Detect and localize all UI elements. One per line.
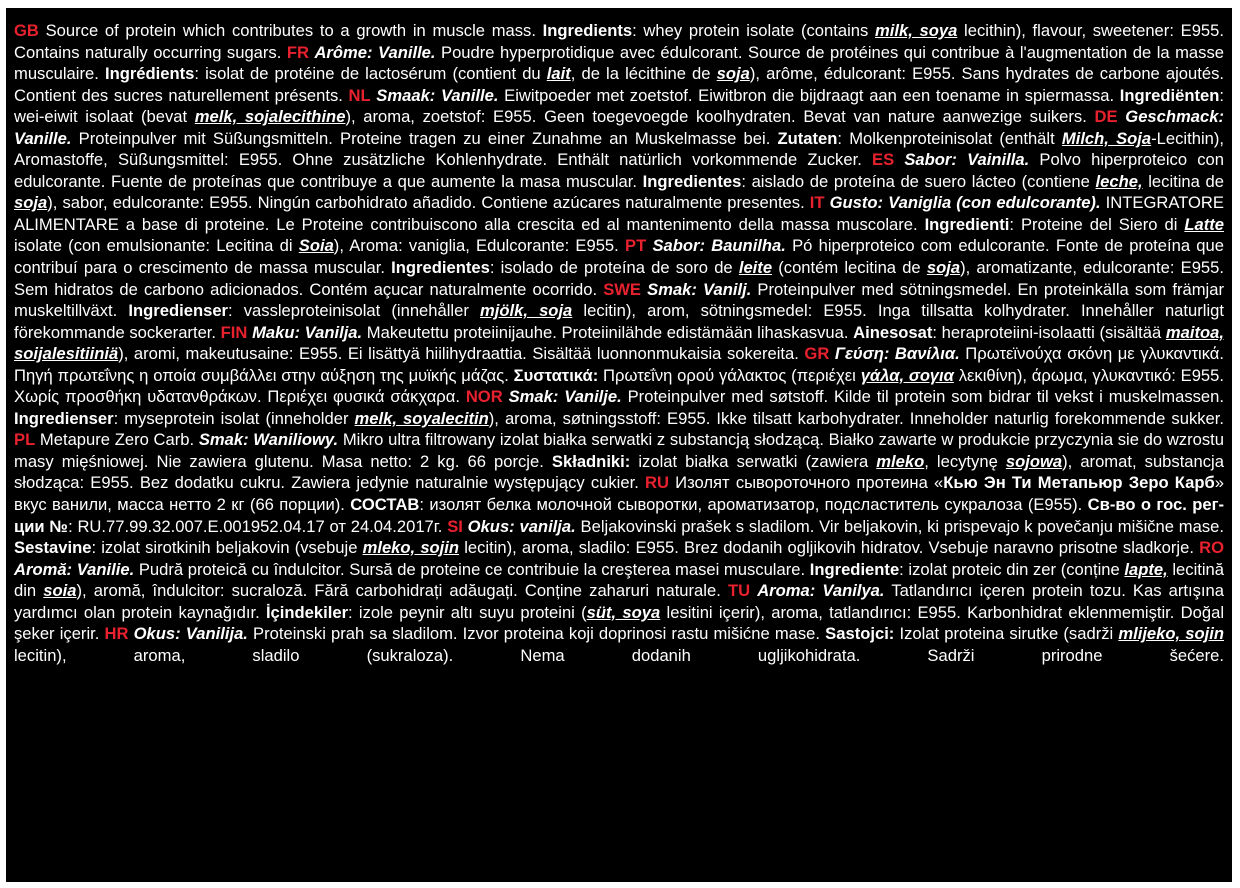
language-section-hr (14, 624, 1224, 665)
ingredient-heading: Sastojci: (825, 624, 895, 644)
text-run: Makeutettu proteiinijauhe. Proteiinilähde edistämään lihaskasvua. (362, 322, 854, 342)
text-run: : RU.77.99.32.007.E.001952.04.17 от 24.04.2017г. (68, 516, 448, 536)
text-run: ), aroma, zoetstof: E955. Geen toegevoegde koolhydraten. Bevat van nature aanwezige suikers. (345, 107, 1095, 127)
allergen-highlight: sojowa (1005, 451, 1063, 471)
text-run: Mikro ultra filtrowany izolat białka serwatki z substancją słodzącą. Białko zawarte w produkcie przyczynia sie do wzrostu masy mięśniowej. Nie zawiera glutenu. Masa netto: 2 kg. 66 porcje. (14, 430, 1224, 471)
text-run: : myseprotein isolat (inneholder (113, 408, 355, 428)
text-run: Source of protein which contributes to a growth in muscle mass. (45, 21, 543, 40)
text-run: λεκιθίνη), άρωμα, γλυκαντικό: E955. Χωρίς προσθήκη υδατανθράκων. Περιέχει φυσικά σάκχαρα. (14, 365, 1224, 407)
text-run: lecitina de (1142, 171, 1224, 191)
country-code: GR (804, 344, 830, 364)
allergen-highlight: Soia (298, 236, 334, 256)
ingredient-heading: Sestavine (14, 538, 92, 558)
country-code: ES (872, 150, 895, 170)
country-code: RU (645, 473, 669, 493)
allergen-highlight: mleko, sojin (362, 538, 460, 558)
allergen-highlight: mleko (876, 451, 925, 471)
text-run: Proteinpulver med sötningsmedel. En proteinkälla som främjar muskeltillväxt. (14, 279, 1224, 321)
country-code: FIN (220, 322, 248, 342)
country-code: SI (447, 516, 463, 536)
flavour-label: Sabor: Baunilha. (652, 236, 786, 256)
text-run: lecitin), arom, sötningsmedel: E955. Inga tillsatta kolhydrater. Innehåller naturligt förekommande sockerarter. (14, 301, 1224, 342)
flavour-label: Smak: Waniliowy. (198, 430, 339, 450)
ingredient-heading: Кью Эн Ти Метапьюр Зеро Карб (943, 473, 1215, 493)
ingredient-heading: Ingrediente (809, 559, 900, 579)
country-code: RO (1199, 538, 1224, 558)
text-run: ), aromi, makeutusaine: E955. Ei lisättyä hiilihydraattia. Sisältää luonnonmukaisia sokereita. (118, 344, 805, 364)
flavour-label: Γεύση: Βανίλια. (834, 344, 960, 364)
country-code: IT (809, 193, 825, 213)
text-run: : Molkenproteinisolat (enthält (837, 128, 1062, 148)
country-code: HR (104, 624, 129, 644)
allergen-highlight: soia (43, 581, 77, 601)
text-run: : vassleproteinisolat (innehåller (228, 301, 480, 321)
allergen-highlight: Milch, Soja (1061, 128, 1152, 148)
country-code: NL (348, 85, 371, 105)
multilingual-ingredients-text (14, 20, 1224, 666)
flavour-label: Arôme: Vanille. (314, 42, 436, 62)
allergen-highlight: lait (546, 64, 571, 84)
allergen-highlight: soja (14, 193, 48, 213)
text-run: : Proteine del Siero di (1009, 214, 1185, 234)
flavour-label: Okus: Vanilija. (133, 624, 248, 644)
text-run: : heraproteiini-isolaatti (sisältää (932, 322, 1166, 342)
text-run: : wei-eiwit isolaat (bevat (14, 85, 1224, 127)
ingredient-heading: Ingredients (542, 21, 633, 40)
text-run: Polvo hiperproteico con edulcorante. Fuente de proteínas que contribuye a que aumente la masa muscular. (14, 150, 1225, 191)
ingredient-heading: Zutaten (777, 128, 838, 148)
flavour-label: Geschmack: Vanille. (14, 107, 1224, 148)
text-run: ), aromat, substancja słodząca: E955. Bez dodatku cukru. Zawiera jedynie naturalnie występujący cukier. (14, 451, 1224, 493)
text-run: Tatlandırıcı içeren protein tozu. Kas artışına yardımcı olan protein kaynağıdır. (14, 581, 1224, 622)
text-run: : izole peynir altı suyu proteini ( (348, 602, 587, 622)
ingredient-heading: Ingredienser (14, 408, 114, 428)
country-code: DE (1094, 107, 1118, 127)
allergen-highlight: milk, soya (875, 21, 958, 40)
ingredient-heading: Ainesosat (853, 322, 933, 342)
text-run: : isolat de protéine de lactosérum (contient du (194, 64, 547, 84)
allergen-highlight: lapte, (1124, 559, 1168, 579)
country-code: PL (14, 430, 36, 450)
text-run: Poudre hyperprotidique avec édulcorant. Source de protéines qui contribue à l'augmentation de la masse musculaire. (14, 42, 1224, 84)
text-run: » вкус ванили, масса нетто 2 кг (66 порции). (14, 473, 1224, 515)
ingredient-heading: Св-во о гос. рег-ции № (14, 495, 1225, 536)
text-run: INTEGRATORE ALIMENTARE a base di proteine. Le Proteine contribuiscono alla crescita ed al mantenimento della massa muscolare. (14, 193, 1224, 234)
ingredient-heading: Ingrediënten (1119, 85, 1220, 105)
text-run: lecitin), aroma, sladilo: E955. Brez dodanih ogljikovih hidratov. Vsebuje naravno prisotne sladkorje. (459, 538, 1200, 558)
text-run: lecitin), aroma, sladilo (sukraloza). Nema dodanih ugljikohidrata. Sadrži prirodne šećere. (14, 645, 1224, 665)
text-run: lesitini içerir), aroma, tatlandırıcı: E955. Karbonhidrat eklenmemiştir. Doğal şeker içerir. (14, 602, 1225, 644)
text-run: isolate (con emulsionante: Lecitina di (14, 236, 299, 256)
text-run: ), arôme, édulcorant: E955. Sans hydrates de carbone ajoutés. Contient des sucres naturellement présents. (14, 64, 1225, 105)
country-code: GB (14, 21, 39, 40)
ingredient-heading: Ingredientes (642, 171, 742, 191)
text-run: -Lecithin), Aromastoffe, Süßungsmittel: E955. Ohne zusätzliche Kohlenhydrate. Enthält natürlich vorkommende Zucker. (14, 128, 1224, 170)
allergen-highlight: maitoa, soijalesitiiniä (14, 322, 1224, 364)
text-run: Proteinski prah sa sladilom. Izvor proteina koji doprinosi rastu mišićne mase. (247, 624, 826, 644)
text-run: ), aromă, îndulcitor: sucraloză. Fără carbohidrați adăugați. Conține zaharuri naturale. (76, 581, 728, 601)
text-run: ), aroma, søtningsstoff: E955. Ikke tilsatt karbohydrater. Inneholder naturlig forekommende sukker. (488, 408, 1224, 428)
text-run: : izolat proteic din zer (conține (899, 559, 1125, 579)
text-run: izolat białka serwatki (zawiera (630, 451, 877, 471)
text-run: lecitină din (14, 559, 1225, 601)
text-run: Proteinpulver med søtstoff. Kilde til protein som bidrar til vekst i muskelmassen. (621, 387, 1225, 407)
text-run: Proteinpulver mit Süßungsmitteln. Proteine tragen zu einer Zunahme an Muskelmasse bei. (71, 128, 778, 148)
allergen-highlight: soja (716, 64, 750, 84)
country-code: NOR (465, 387, 503, 407)
flavour-label: Aromă: Vanilie. (14, 559, 135, 579)
allergen-highlight: süt, soya (586, 602, 661, 622)
text-run: : изолят белка молочной сыворотки, ароматизатор, подсластитель сукралоза (E955). (419, 495, 1088, 515)
ingredient-heading: Składniki: (551, 451, 631, 471)
country-code: PT (625, 236, 647, 256)
text-run: : whey protein isolate (contains (632, 21, 876, 40)
allergen-highlight: melk, soyalecitin (354, 408, 489, 428)
text-run: Πρωτεΐνη ορού γάλακτος (περιέχει (598, 365, 861, 385)
flavour-label: Smaak: Vanille. (376, 85, 499, 105)
allergen-highlight: leche, (1095, 171, 1143, 191)
text-run: Izolat proteina sirutke (sadrži (894, 624, 1119, 644)
country-code: SWE (603, 279, 641, 299)
text-run: Eiwitpoeder met zoetstof. Eiwitbron die bijdraagt aan een toename in spiermassa. (498, 85, 1120, 105)
flavour-label: Sabor: Vainilla. (904, 150, 1030, 170)
allergen-highlight: soja (926, 258, 961, 278)
ingredient-heading: Ingrédients (104, 64, 195, 84)
text-run: : isolado de proteína de soro de (489, 258, 739, 278)
text-run: , lecytynę (924, 451, 1006, 471)
text-run: , de la lécithine de (570, 64, 717, 84)
text-run: lecithin), flavour, sweetener: E955. Contains naturally occurring sugars. (14, 21, 1224, 62)
text-run: : aislado de proteína de suero lácteo (contiene (741, 171, 1096, 191)
text-run: : izolat sirotkinih beljakovin (vsebuje (91, 538, 363, 558)
flavour-label: Smak: Vanilj. (647, 279, 752, 299)
ingredient-heading: Συστατικά: (513, 365, 599, 385)
text-run: Πρωτεϊνούχα σκόνη με γλυκαντικά. Πηγή πρωτεΐνης η οποία συμβάλλει στην αύξηση της μυϊκής μάζας. (14, 344, 1224, 385)
ingredients-label-panel (6, 8, 1232, 882)
text-run: ), sabor, edulcorante: E955. Ningún carbohidrato añadido. Contiene azúcares naturalmente presentes. (47, 193, 810, 213)
flavour-label: Smak: Vanilje. (508, 387, 622, 407)
allergen-highlight: leite (738, 258, 773, 278)
ingredient-heading: СОСТАВ (350, 495, 420, 515)
flavour-label: Maku: Vanilja. (252, 322, 363, 342)
text-run: (contém lecitina de (772, 258, 927, 278)
ingredient-heading: Ingredienti (924, 214, 1010, 234)
text-run: Pó hiperproteico com edulcorante. Fonte de proteína que contribuí para o crescimento de massa muscular. (14, 236, 1224, 278)
text-run: ), Aroma: vaniglia, Edulcorante: E955. (333, 236, 625, 256)
text-run: Beljakovinski prašek s sladilom. Vir beljakovin, ki prispevajo k povečanju mišične mase. (575, 516, 1224, 536)
flavour-label: Gusto: Vaniglia (con edulcorante). (829, 193, 1101, 213)
allergen-highlight: γάλα, σογια (860, 365, 954, 385)
ingredient-heading: İçindekiler (265, 602, 349, 622)
allergen-highlight: mlijeko, sojin (1118, 624, 1224, 644)
flavour-label: Aroma: Vanilya. (757, 581, 885, 601)
country-code: FR (286, 42, 309, 62)
ingredient-heading: Ingredientes (391, 258, 490, 278)
text-run: ), aromatizante, edulcorante: E955. Sem hidratos de carbono adicionados. Contém açucar naturalmente ocorrido. (14, 258, 1224, 299)
text-run: Pudră proteică cu îndulcitor. Sursă de proteine ce contribuie la creşterea masei musculare. (134, 559, 810, 579)
country-code: TU (727, 581, 751, 601)
flavour-label: Okus: vanilja. (467, 516, 576, 536)
text-run: Изолят сывороточного протеина « (675, 473, 944, 493)
allergen-highlight: melk, sojalecithine (194, 107, 346, 127)
allergen-highlight: mjölk, soja (480, 301, 573, 321)
text-run: Metapure Zero Carb. (39, 430, 199, 450)
allergen-highlight: Latte (1184, 214, 1224, 234)
ingredient-heading: Ingredienser (128, 301, 229, 321)
